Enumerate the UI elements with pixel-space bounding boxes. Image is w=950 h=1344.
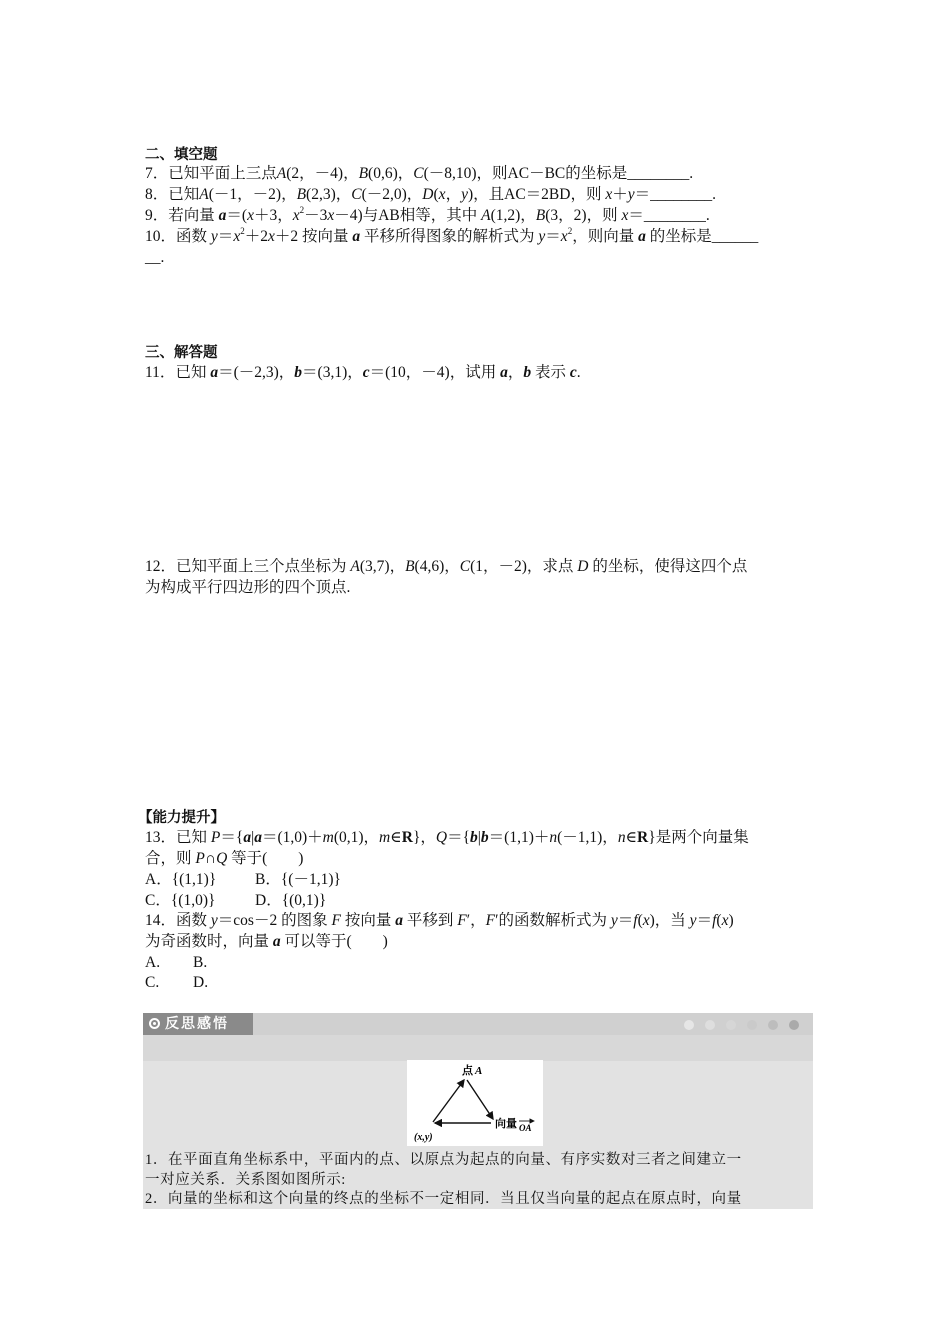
question-14-line-2: 为奇函数时，向量 a 可以等于( )	[145, 933, 388, 950]
arrow-to-vector	[467, 1080, 493, 1119]
q13-option-d: D．{(0,1)}	[255, 892, 327, 909]
q14-option-a: A.	[145, 954, 161, 971]
q13-option-b: B．{(－1,1)}	[255, 871, 341, 888]
q13-option-c: C．{(1,0)}	[145, 892, 216, 909]
reflection-point-2: 2．向量的坐标和这个向量的终点的坐标不一定相同．当且仅当向量的起点在原点时，向量	[145, 1191, 742, 1207]
section-2-title: 二、填空题	[145, 147, 218, 163]
question-9: 9．若向量 a＝(x＋3，$x^2-3x-4$)与AB相等，其中 A(1,2)，B(3，2)，则 x＝________.	[145, 204, 710, 224]
q14-option-c: C.	[145, 974, 160, 991]
decor-dot-icon	[705, 1020, 715, 1030]
reflection-tab	[143, 1013, 253, 1035]
reflection-point-1: 1．在平面直角坐标系中，平面内的点、以原点为起点的向量、有序实数对三者之间建立一	[145, 1152, 742, 1168]
decor-dot-icon	[726, 1020, 736, 1030]
relation-diagram	[407, 1060, 543, 1146]
reflection-box	[143, 1013, 813, 1209]
section-3-title: 三、解答题	[145, 345, 218, 361]
question-8: 8．已知A(－1，－2)，B(2,3)，C(－2,0)，D(x，y)，且AC＝2BD，则 x＋y＝________.	[145, 186, 717, 203]
q14-option-d: D.	[193, 974, 209, 991]
question-11: 11．已知 a＝(－2,3)，b＝(3,1)，c＝(10，－4)，试用 a，b 表示 c.	[145, 364, 581, 381]
question-14: 14．函数 y＝cos－2 的图象 F 按向量 a 平移到 F′，F′的函数解析式为 y＝f(x)，当 y＝f(x)	[145, 912, 734, 929]
q13-option-a: A．{(1,1)}	[145, 871, 217, 888]
diagram-oa-label: OA	[519, 1123, 532, 1133]
diagram-pair-label: (x,y)	[414, 1132, 433, 1143]
target-icon	[149, 1018, 160, 1029]
reflection-title: 反思感悟	[165, 1016, 229, 1032]
diagram-point-a: A	[475, 1065, 483, 1077]
q14-option-b: B.	[193, 954, 208, 971]
reflection-strip	[143, 1035, 813, 1061]
question-12: 12．已知平面上三个点坐标为 A(3,7)，B(4,6)，C(1，－2)，求点 D 的坐标，使得这四个点	[145, 558, 748, 575]
question-10-line-2: __.	[145, 249, 165, 266]
question-7: 7．已知平面上三点A(2，－4)，B(0,6)，C(－8,10)，则AC－BC的坐标是________.	[145, 165, 694, 182]
diagram-vector-label: 向量	[495, 1118, 517, 1130]
question-13-line-2: 合，则 P∩Q 等于( )	[145, 850, 304, 867]
reflection-header-bar	[143, 1013, 813, 1035]
arrow-to-point	[433, 1080, 464, 1122]
decor-dot-icon	[684, 1020, 694, 1030]
decor-dot-icon	[768, 1020, 778, 1030]
relation-triangle-svg	[407, 1060, 543, 1146]
section-4-title: 【能力提升】	[138, 810, 225, 826]
question-13: 13．已知 P＝{a|a＝(1,0)＋m(0,1)，m∈R}，Q＝{b|b＝(1,1)＋n(－1,1)，n∈R}是两个向量集	[145, 829, 749, 846]
diagram-point-label: 点	[462, 1065, 473, 1077]
decor-dot-icon	[747, 1020, 757, 1030]
question-12-line-2: 为构成平行四边形的四个顶点.	[145, 579, 351, 596]
decor-dot-icon	[789, 1020, 799, 1030]
reflection-point-1-cont: 一对应关系．关系图如图所示:	[145, 1172, 346, 1188]
question-10: 10．函数 $y=x^2+2x+2$ 按向量 a 平移所得图象的解析式为 $y=x^2$，则向量 a 的坐标是______	[145, 225, 759, 245]
